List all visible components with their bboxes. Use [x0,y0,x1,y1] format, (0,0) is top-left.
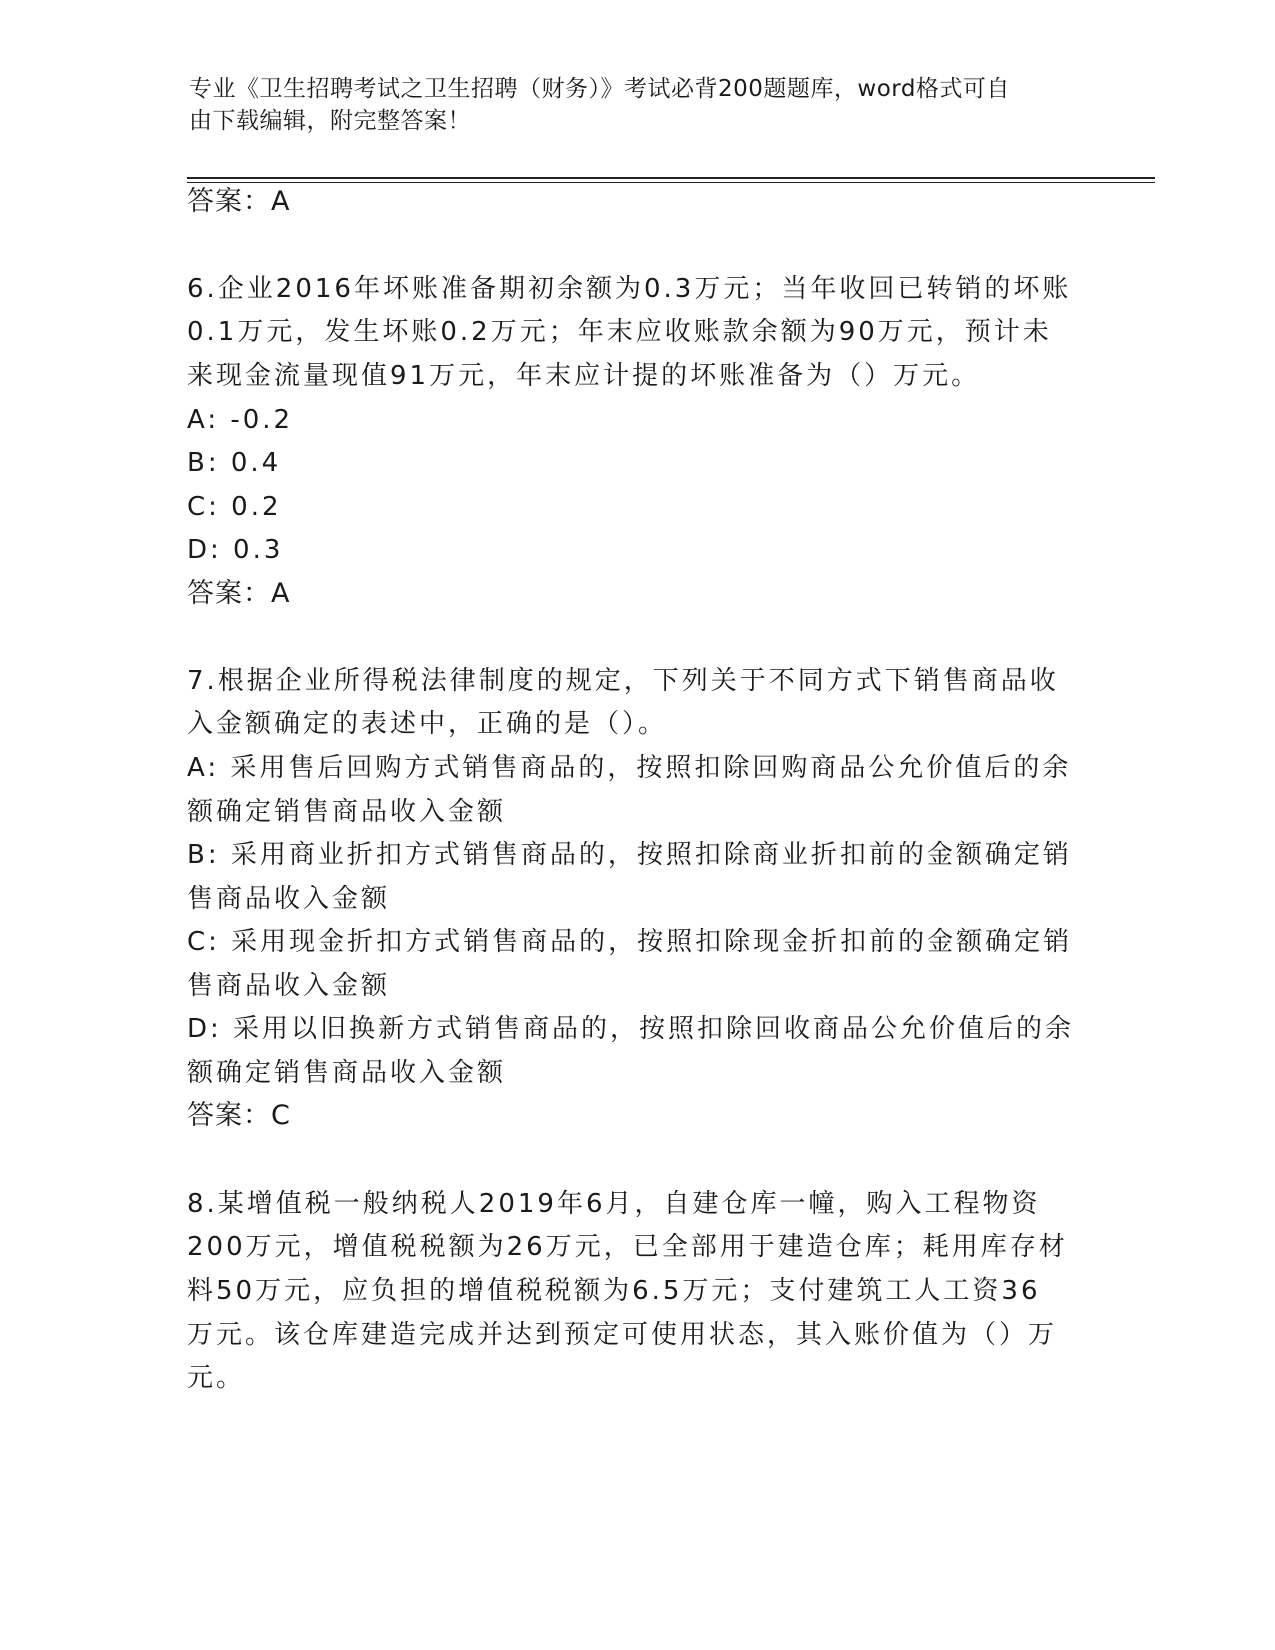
question-7-option-b: B: 采用商业折扣方式销售商品的，按照扣除商业折扣前的金额确定销 [187,840,1072,870]
question-8-stem-line: 8.某增值税一般纳税人2019年6月，自建仓库一幢，购入工程物资 [187,1189,1041,1219]
question-6-stem-line: 0.1万元，发生坏账0.2万元；年末应收账款余额为90万元，预计未 [187,317,1052,347]
question-8-stem-line: 200万元，增值税税额为26万元，已全部用于建造仓库；耗用库存材 [187,1232,1068,1262]
question-6-option-d: D: 0.3 [187,535,284,565]
question-6-option-a: A: -0.2 [187,405,294,435]
question-7-stem-line: 7.根据企业所得税法律制度的规定，下列关于不同方式下销售商品收 [187,666,1059,696]
question-7-option-d: D: 采用以旧换新方式销售商品的，按照扣除回收商品公允价值后的余 [187,1014,1075,1044]
question-6-option-b: B: 0.4 [187,448,282,478]
question-7-option-c-cont: 售商品收入金额 [187,971,391,1001]
question-7-option-b-cont: 售商品收入金额 [187,884,391,914]
header-line-2: 由下载编辑，附完整答案！ [189,108,471,134]
question-6-answer: 答案：A [187,578,291,609]
question-7-option-d-cont: 额确定销售商品收入金额 [187,1058,507,1088]
header-divider-thin [187,182,1155,183]
question-7-option-c: C: 采用现金折扣方式销售商品的，按照扣除现金折扣前的金额确定销 [187,927,1073,957]
document-header [189,73,1089,137]
header-line-1: 专业《卫生招聘考试之卫生招聘（财务）》考试必背200题题库，word格式可自 [189,76,1010,102]
question-7-option-a: A: 采用售后回购方式销售商品的，按照扣除回购商品公允价值后的余 [187,753,1072,783]
question-7-option-a-cont: 额确定销售商品收入金额 [187,797,507,827]
question-6-stem-line: 6.企业2016年坏账准备期初余额为0.3万元；当年收回已转销的坏账 [187,274,1072,304]
question-8-stem-line: 万元。该仓库建造完成并达到预定可使用状态，其入账价值为（）万 [187,1320,1058,1350]
question-7-stem-line: 入金额确定的表述中，正确的是（）。 [187,709,668,739]
previous-answer: 答案：A [187,186,291,217]
question-6-option-c: C: 0.2 [187,492,282,522]
header-divider-thick [187,177,1155,179]
question-6-stem-line: 来现金流量现值91万元，年末应计提的坏账准备为（）万元。 [187,361,981,391]
question-8-stem-line: 料50万元，应负担的增值税税额为6.5万元；支付建筑工人工资36 [187,1276,1041,1306]
question-7-answer: 答案：C [187,1100,291,1131]
question-8-stem-line: 元。 [187,1363,246,1393]
